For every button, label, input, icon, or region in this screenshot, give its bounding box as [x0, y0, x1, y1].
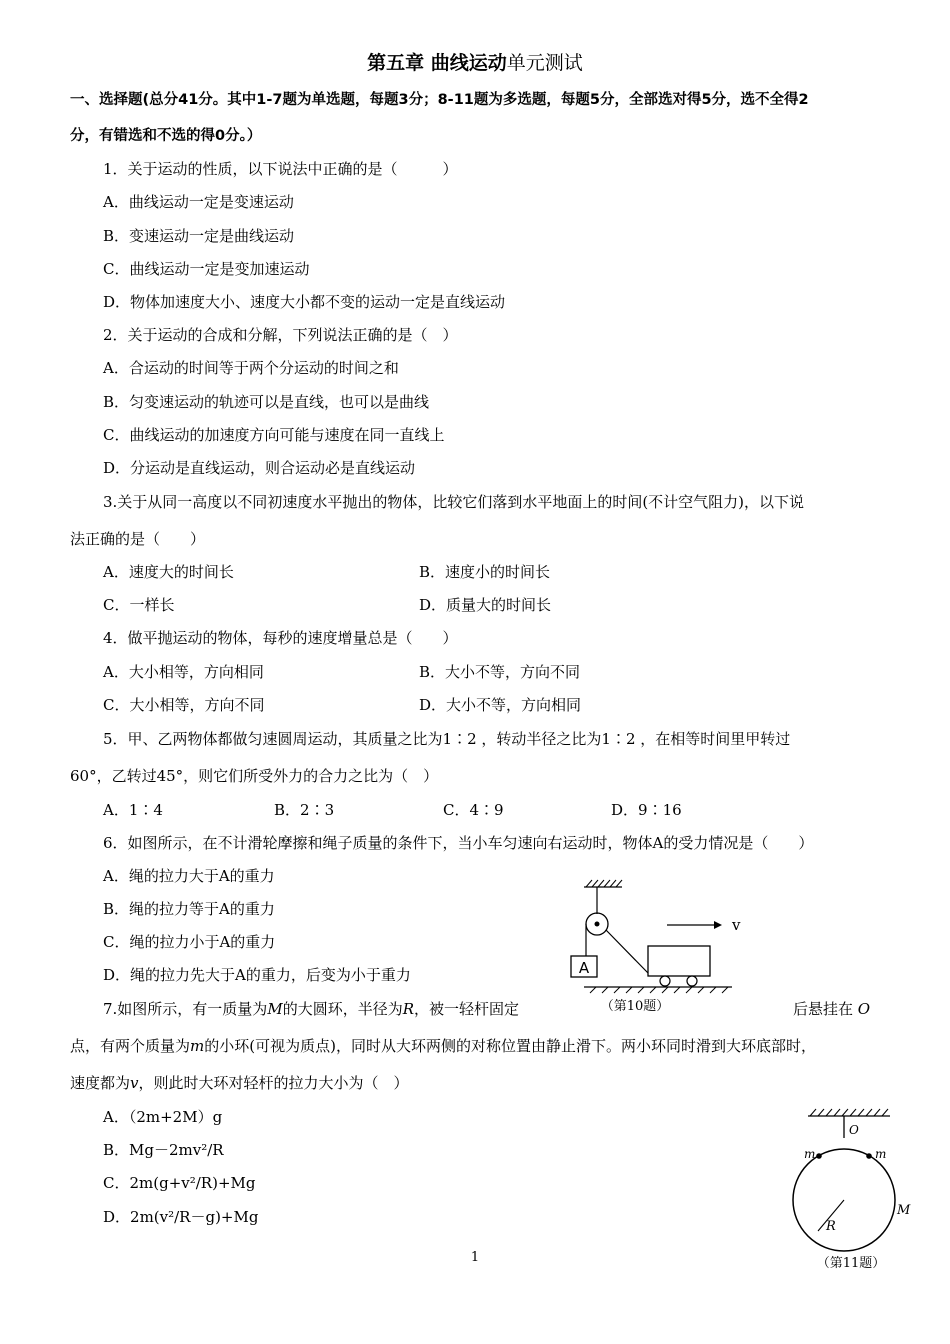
q5-option-c: C．4∶9: [443, 801, 504, 819]
q6-option-d: D．绳的拉力先大于A的重力，后变为小于重力: [103, 966, 411, 984]
q5-option-a: A．1∶4: [103, 801, 163, 819]
hoop-figure: [778, 1106, 928, 1274]
q2-option-c: C．曲线运动的加速度方向可能与速度在同一直线上: [103, 426, 445, 444]
q1-option-b: B．变速运动一定是曲线运动: [103, 227, 295, 245]
q6-option-c: C．绳的拉力小于A的重力: [103, 933, 276, 951]
q7-stem-line1-left: 7.如图所示，有一质量为M的大圆环，半径为R，被一轻杆固定: [103, 1000, 520, 1018]
pulley-cart-figure: [562, 878, 752, 1020]
page-title: 第五章 曲线运动单元测试: [367, 52, 583, 74]
q4-option-c: C．大小相等，方向不同: [103, 696, 265, 714]
figure-10-caption: （第10题）: [600, 999, 670, 1014]
section-heading-line2: 分，有错选和不选的得0分。）: [70, 128, 262, 144]
q2-stem: 2．关于运动的合成和分解，下列说法正确的是（ ）: [103, 326, 458, 344]
q7-stem-line3: 速度都为v，则此时大环对轻杆的拉力大小为（ ）: [70, 1074, 409, 1092]
ring-m-right-label: m: [875, 1147, 887, 1161]
q3-option-c: C．一样长: [103, 596, 175, 614]
q4-option-d: D．大小不等，方向相同: [419, 696, 582, 714]
block-a-label: A: [578, 959, 590, 977]
q1-stem: 1．关于运动的性质，以下说法中正确的是（ ）: [103, 160, 458, 178]
q6-stem: 6．如图所示，在不计滑轮摩擦和绳子质量的条件下，当小车匀速向右运动时，物体A的受力情况是（ ）: [103, 834, 814, 852]
q5-option-b: B．2∶3: [274, 801, 335, 819]
q3-option-a: A．速度大的时间长: [103, 563, 234, 581]
hoop-m-label: M: [897, 1203, 911, 1218]
q1-option-a: A．曲线运动一定是变速运动: [103, 193, 294, 211]
rope: [606, 930, 648, 973]
pivot-o-label: O: [849, 1123, 859, 1137]
q7-stem-line2: 点，有两个质量为m的小环(可视为质点)，同时从大环两侧的对称位置由静止滑下。两小环同时滑到大环底部时，: [70, 1037, 816, 1055]
q4-stem: 4．做平抛运动的物体，每秒的速度增量总是（ ）: [103, 629, 458, 647]
q2-option-d: D．分运动是直线运动，则合运动必是直线运动: [103, 459, 416, 477]
ring-m-left-label: m: [804, 1147, 816, 1161]
q1-option-c: C．曲线运动一定是变加速运动: [103, 260, 310, 278]
page-number: 1: [470, 1250, 480, 1265]
q7-option-a: A．（2m+2M）g: [103, 1108, 223, 1126]
q7-stem-line1-right: 后悬挂在 O: [793, 1000, 871, 1018]
q5-stem-line2: 60°，乙转过45°，则它们所受外力的合力之比为（ ）: [70, 767, 439, 785]
q2-option-b: B．匀变速运动的轨迹可以是直线，也可以是曲线: [103, 393, 430, 411]
cart: [648, 946, 710, 976]
q3-stem-line1: 3.关于从同一高度以不同初速度水平抛出的物体，比较它们落到水平地面上的时间(不计空气阻力)，以下说: [103, 493, 805, 511]
q5-option-d: D．9∶16: [611, 801, 682, 819]
q3-stem-line2: 法正确的是（ ）: [70, 530, 206, 548]
q7-option-c: C．2m(g+v²/R)+Mg: [103, 1174, 256, 1192]
section-heading-line1: 一、选择题(总分41分。其中1-7题为单选题，每题3分；8-11题为多选题，每题5分，全部选对得5分，选不全得2: [70, 92, 809, 108]
small-ring-left: [816, 1153, 822, 1159]
q4-option-b: B．大小不等，方向不同: [419, 663, 581, 681]
q3-option-d: D．质量大的时间长: [419, 596, 552, 614]
radius-r-label: R: [826, 1219, 836, 1234]
small-ring-right: [866, 1153, 872, 1159]
q2-option-a: A．合运动的时间等于两个分运动的时间之和: [103, 359, 399, 377]
q3-option-b: B．速度小的时间长: [419, 563, 551, 581]
hoop-diagram: [778, 1106, 928, 1274]
q1-option-d: D．物体加速度大小、速度大小都不变的运动一定是直线运动: [103, 293, 506, 311]
q5-stem-line1: 5．甲、乙两物体都做匀速圆周运动，其质量之比为1∶2 ，转动半径之比为1∶2 ，在相等时间里甲转过: [103, 730, 791, 748]
q4-option-a: A．大小相等，方向相同: [103, 663, 264, 681]
q6-option-b: B．绳的拉力等于A的重力: [103, 900, 275, 918]
velocity-label: v: [732, 916, 741, 934]
figure-11-caption: （第11题）: [816, 1256, 886, 1271]
q6-option-a: A．绳的拉力大于A的重力: [103, 867, 275, 885]
q7-option-d: D．2m(v²/R－g)+Mg: [103, 1208, 259, 1226]
q7-option-b: B．Mg－2mv²/R: [103, 1141, 224, 1159]
pulley-cart-diagram: [562, 878, 752, 1020]
